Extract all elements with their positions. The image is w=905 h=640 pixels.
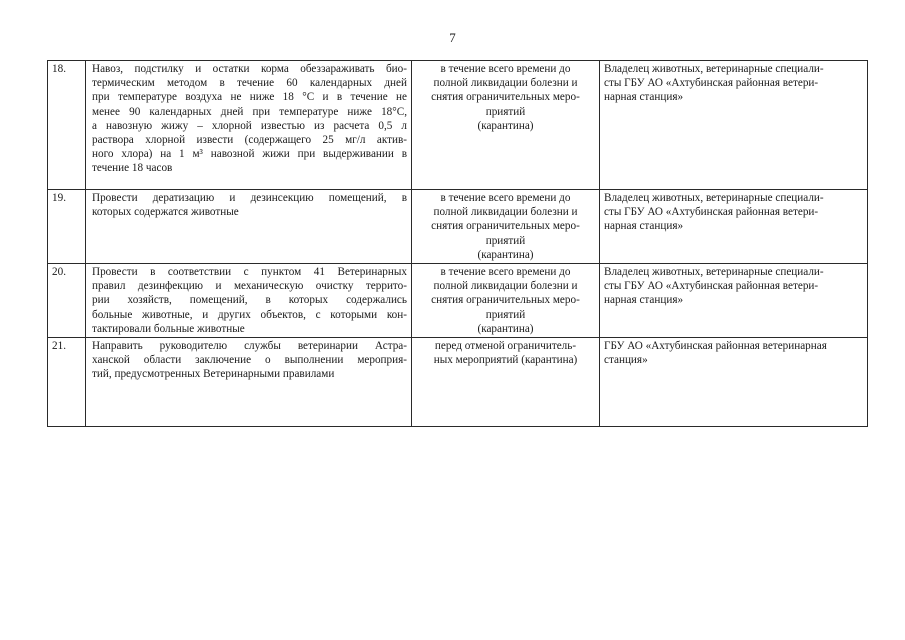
term-cell: [412, 338, 600, 427]
term-cell: [412, 190, 600, 264]
responsible-line: ГБУ АО «Ахтубинская районная ветеринарная: [604, 340, 827, 353]
responsible-line: Владелец животных, ветеринарные специали-: [604, 63, 824, 75]
responsible-line: сты ГБУ АО «Ахтубинская районная ветери-: [604, 206, 819, 219]
term-line: полной ликвидации болезни и: [433, 280, 578, 293]
term-line: в течение всего времени до: [440, 192, 571, 204]
action-cell: [86, 338, 412, 427]
measures-table: [47, 60, 868, 427]
action-line: Провести дератизацию и дезинсекцию помещений, в: [92, 192, 407, 204]
term-line: в течение всего времени до: [440, 266, 571, 279]
action-line: Провести в соответствии с пунктом 41 Ветеринарных: [92, 266, 407, 279]
term-line: (карантина): [477, 322, 534, 335]
row-number: 21.: [48, 338, 86, 427]
responsible-line: Владелец животных, ветеринарные специали-: [604, 266, 824, 279]
action-line: а навозную жижу – хлорной известью из расчета 0,5 л: [92, 119, 407, 132]
table-row: [48, 338, 868, 427]
term-line: приятий: [485, 105, 526, 118]
action-line: Направить руководителю службы ветеринарии Астра-: [92, 340, 407, 353]
table-row: [48, 61, 868, 190]
term-line: приятий: [485, 308, 526, 321]
action-line: раствора хлорной извести (содержащего 25 мг/л актив-: [92, 134, 407, 147]
action-line: больные животные, и других объектов, с которыми кон-: [92, 308, 407, 321]
responsible-line: станция»: [604, 354, 648, 367]
responsible-cell: [600, 61, 868, 190]
action-line: правил дезинфекцию и механическую очистку террито-: [92, 280, 407, 293]
term-line: снятия ограничительных меро-: [431, 91, 580, 104]
responsible-line: нарная станция»: [604, 91, 684, 104]
action-cell: [86, 61, 412, 190]
term-line: (карантина): [477, 248, 534, 261]
table-row: [48, 190, 868, 264]
term-line: ных мероприятий (карантина): [433, 354, 578, 367]
term-line: в течение всего времени до: [440, 63, 571, 75]
responsible-line: Владелец животных, ветеринарные специали-: [604, 192, 824, 204]
row-number: 20.: [48, 264, 86, 338]
responsible-line: сты ГБУ АО «Ахтубинская районная ветери-: [604, 77, 819, 90]
term-cell: [412, 61, 600, 190]
responsible-cell: [600, 338, 868, 427]
term-line: полной ликвидации болезни и: [433, 77, 578, 90]
action-cell: [86, 264, 412, 338]
responsible-line: нарная станция»: [604, 294, 684, 307]
action-line: тий, предусмотренных Ветеринарными правилами: [92, 368, 335, 381]
term-line: (карантина): [477, 119, 534, 132]
responsible-line: сты ГБУ АО «Ахтубинская районная ветери-: [604, 280, 819, 293]
row-number: 18.: [48, 61, 86, 190]
action-line: течение 18 часов: [92, 162, 173, 175]
term-line: перед отменой ограничитель-: [434, 340, 577, 353]
action-line: при температуре воздуха не ниже 18 °С и в течение не: [92, 91, 407, 104]
action-line: термическим методом в течение 60 календарных дней: [92, 77, 407, 90]
responsible-cell: [600, 190, 868, 264]
action-line: Навоз, подстилку и остатки корма обеззараживать био-: [92, 63, 407, 75]
action-line: ханской области заключение о выполнении мероприя-: [92, 354, 407, 367]
action-line: менее 90 календарных дней при температуре ниже 18°С,: [92, 105, 407, 118]
page-number: 7: [449, 30, 456, 45]
row-number: 19.: [48, 190, 86, 264]
term-line: полной ликвидации болезни и: [433, 206, 578, 219]
action-line: ного хлора) на 1 м³ навозной жижи при выдерживании в: [92, 148, 407, 161]
action-line: которых содержатся животные: [92, 206, 239, 219]
responsible-line: нарная станция»: [604, 220, 684, 233]
term-cell: [412, 264, 600, 338]
action-line: тактировали больные животные: [92, 322, 245, 335]
action-line: рии хозяйств, помещений, в которых содержались: [92, 294, 407, 307]
table-row: [48, 264, 868, 338]
action-cell: [86, 190, 412, 264]
responsible-cell: [600, 264, 868, 338]
term-line: приятий: [485, 234, 526, 247]
term-line: снятия ограничительных меро-: [431, 294, 580, 307]
term-line: снятия ограничительных меро-: [431, 220, 580, 233]
